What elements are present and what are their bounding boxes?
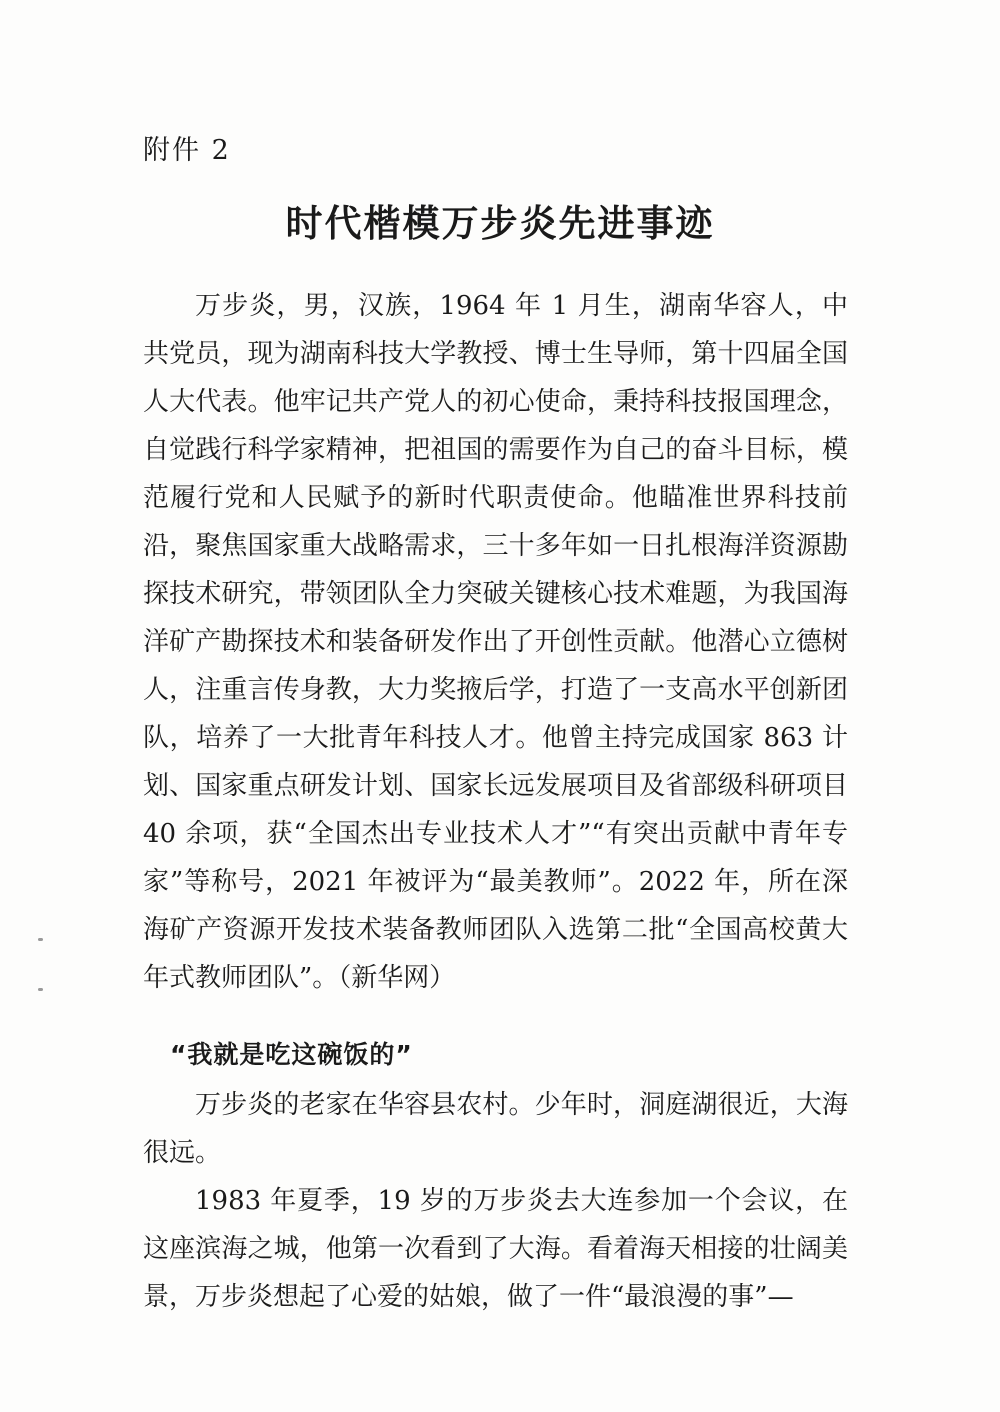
intro-paragraph: 万步炎，男，汉族，1964 年 1 月生，湖南华容人，中共党员，现为湖南科技大学教授、博士生导师，第十四届全国人大代表。他牢记共产党人的初心使命，秉持科技报国理念，自觉践行科学家精神，把祖国的需要作为自己的奋斗目标，模范履行党和人民赋予的新时代职责使命。他瞄准世界科技前沿，聚焦国家重大战略需求，三十多年如一日扎根海洋资源勘探技术研究，带领团队全力突破关键核心技术难题，为我国海洋矿产勘探技术和装备研发作出了开创性贡献。他潜心立德树人，注重言传身教，大力奖掖后学，打造了一支高水平创新团队，培养了一大批青年科技人才。他曾主持完成国家 863 计划、国家重点研发计划、国家长远发展项目及省部级科研项目 40 余项，获“全国杰出专业技术人才”“有突出贡献中青年专家”等称号，2021 年被评为“最美教师”。2022 年，所在深海矿产资源开发技术装备教师团队入选第二批“全国高校黄大年式教师团队”。（新华网） xyxy=(143,291,848,993)
attachment-label: 附件 2 xyxy=(143,135,231,166)
section-heading: “我就是吃这碗饭的” xyxy=(170,1040,413,1069)
scan-speck xyxy=(38,988,43,991)
section-paragraph-2: 1983 年夏季，19 岁的万步炎去大连参加一个会议，在这座滨海之城，他第一次看到了大海。看着海天相接的壮阔美景，万步炎想起了心爱的姑娘，做了一件“最浪漫的事”— xyxy=(143,1186,848,1312)
intro-section xyxy=(143,282,848,1002)
page-title: 时代楷模万步炎先进事迹 xyxy=(285,202,715,245)
section-paragraph-1: 万步炎的老家在华容县农村。少年时，洞庭湖很近，大海很远。 xyxy=(143,1090,848,1168)
section-body xyxy=(143,1081,848,1321)
scan-speck xyxy=(38,938,43,941)
